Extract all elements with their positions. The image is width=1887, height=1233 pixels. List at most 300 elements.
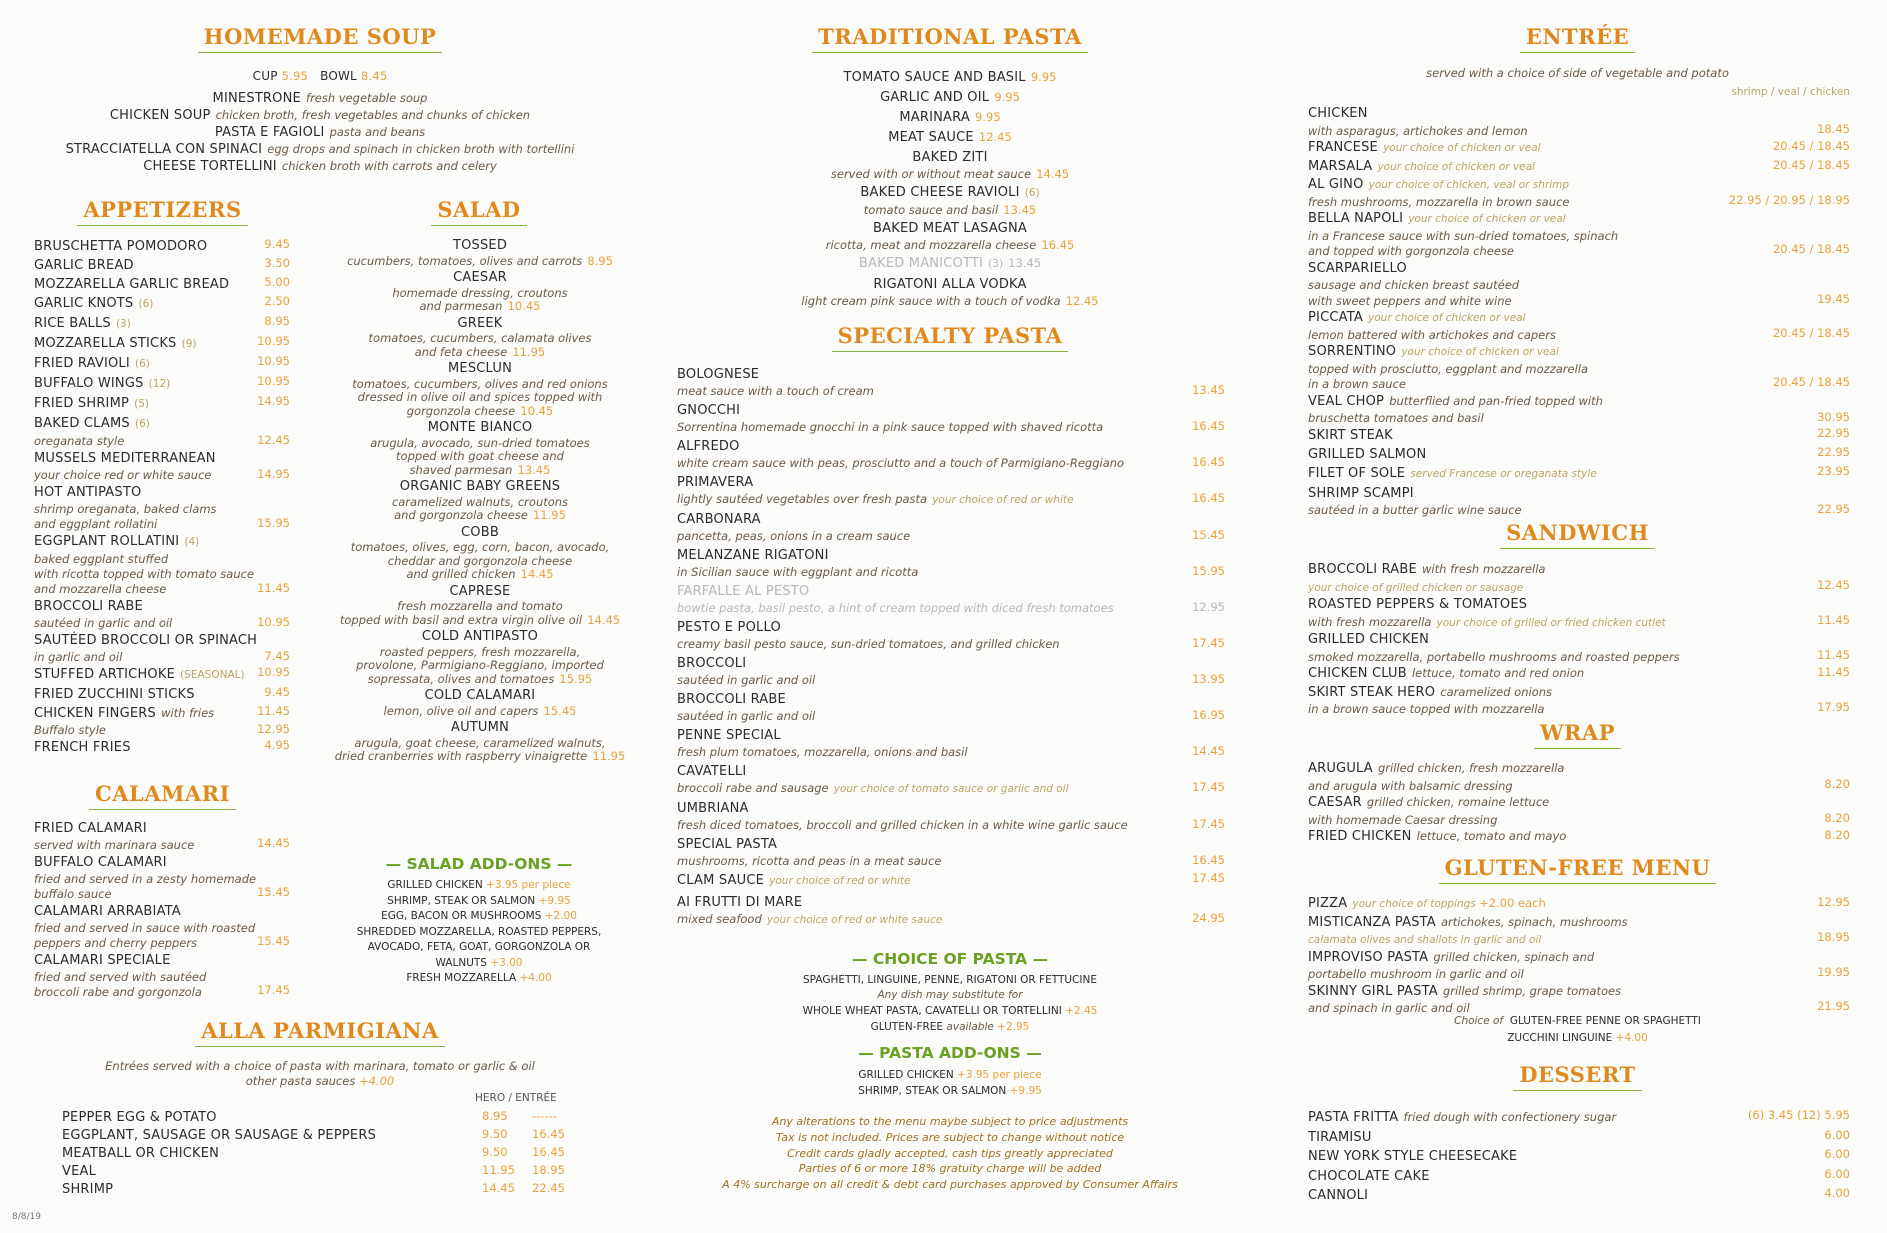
- menu-item: [677, 436, 1225, 470]
- item-desc-line: [330, 540, 630, 554]
- item-desc-line: [34, 722, 290, 737]
- item-price: 6.00: [1824, 1127, 1850, 1142]
- item-desc: tomato sauce and basil: [863, 203, 999, 217]
- item-desc-line: [34, 969, 290, 984]
- item-desc: sautéed in garlic and oil: [677, 673, 816, 687]
- item-name: ALFREDO: [677, 439, 740, 454]
- item-name: CALAMARI ARRABIATA: [34, 904, 181, 919]
- item-line: [1308, 982, 1850, 1001]
- item-name: SAUTÉED BROCCOLI OR SPINACH: [34, 633, 258, 648]
- item-line: [34, 703, 290, 722]
- item-option: your choice of chicken or veal: [1401, 346, 1559, 358]
- item-name: SKIRT STEAK: [1308, 428, 1393, 443]
- item-option: your choice of tomato sauce or garlic and oil: [833, 783, 1069, 795]
- item-count: (6): [1024, 187, 1040, 199]
- item-line: [34, 737, 290, 756]
- item-desc-line: [330, 331, 630, 345]
- entree-list: [1308, 104, 1850, 392]
- parmigiana-row: [62, 1161, 582, 1179]
- menu-item: [34, 448, 290, 482]
- menu-item: [1308, 1146, 1850, 1166]
- item-option: your choice of chicken or veal: [1368, 312, 1526, 324]
- item-name: EGGPLANT, SAUSAGE OR SAUSAGE & PEPPERS: [62, 1128, 377, 1143]
- menu-item: [34, 664, 290, 684]
- item-line: [34, 413, 290, 433]
- item-name: RICE BALLS: [34, 316, 111, 331]
- entree-price: 16.45: [532, 1127, 565, 1141]
- item-desc: fried and served with sautéed: [34, 970, 207, 984]
- item-price: 15.45: [1192, 528, 1225, 542]
- item-price: 11.45: [257, 581, 290, 595]
- item-count: (5): [134, 398, 150, 410]
- soup-item: [20, 156, 620, 173]
- item-name: CARBONARA: [677, 512, 761, 527]
- item-desc: sautéed in a butter garlic wine sauce: [1308, 503, 1522, 517]
- item-desc-line: [677, 744, 1225, 759]
- item-name: MOZZARELLA GARLIC BREAD: [34, 277, 230, 292]
- menu-item: [677, 617, 1225, 651]
- item-name: MARSALA: [1308, 158, 1373, 174]
- item-name: FRIED CALAMARI: [34, 821, 147, 836]
- menu-item: [665, 218, 1235, 252]
- item-price: 20.45 / 18.45: [1772, 375, 1850, 389]
- item-desc: calamata olives and shallots in garlic and oil: [1308, 934, 1542, 946]
- item-line: [1308, 391, 1850, 410]
- item-price: 8.20: [1824, 828, 1850, 842]
- note-line: A 4% surcharge on all credit & debt card purchases approved by Consumer Affairs: [722, 1178, 1178, 1192]
- item-line: [1308, 913, 1850, 932]
- item-desc: cheddar and gorgonzola cheese: [387, 553, 573, 568]
- item-name: CALAMARI SPECIALE: [34, 953, 171, 968]
- menu-item: [1308, 560, 1850, 595]
- item-price: 10.95: [257, 334, 290, 348]
- item-option: your choice of chicken or veal: [1408, 213, 1566, 225]
- item-line: [34, 819, 290, 837]
- menu-item: [34, 293, 290, 313]
- item-desc: sautéed in garlic and oil: [34, 616, 173, 630]
- menu-item: [665, 182, 1235, 217]
- item-name: MELANZANE RIGATONI: [677, 548, 829, 563]
- item-desc-line: [677, 419, 1225, 434]
- item-price: 16.95: [1192, 708, 1225, 722]
- item-desc-line: [677, 817, 1225, 832]
- item-desc-line: [330, 658, 630, 672]
- item-price: 23.95: [1817, 464, 1850, 478]
- item-count: (6): [138, 298, 154, 310]
- item-line: [665, 127, 1235, 146]
- menu-item: [330, 477, 630, 522]
- hero-price: 9.50: [482, 1127, 508, 1141]
- item-desc: fresh vegetable soup: [306, 91, 428, 105]
- menu-item: [1308, 463, 1850, 483]
- item-line: [330, 686, 630, 704]
- item-desc: broccoli rabe and sausage: [677, 781, 829, 795]
- item-desc: chicken broth with carrots and celery: [281, 159, 497, 173]
- menu-item: [330, 236, 630, 267]
- menu-item: [665, 67, 1235, 86]
- addon-line: [338, 925, 620, 941]
- item-name: BROCCOLI RABE: [34, 599, 143, 614]
- item-desc: roasted peppers, fresh mozzarella,: [379, 644, 581, 659]
- item-desc-line: [1308, 812, 1850, 828]
- item-price: 8.20: [1824, 776, 1850, 791]
- item-name: BAKED CLAMS: [34, 416, 130, 431]
- item-line: [665, 218, 1235, 237]
- item-price: 12.95: [257, 722, 290, 736]
- entree-subtitle: served with a choice of side of vegetable and potato: [1426, 66, 1729, 80]
- item-count: (9): [181, 338, 197, 350]
- item-price: 14.45: [1192, 744, 1225, 758]
- item-line: [665, 274, 1235, 293]
- wrap-list: [1308, 759, 1850, 846]
- item-line: [1308, 157, 1850, 176]
- hero-entree-header: HERO / ENTRÉE: [475, 1092, 557, 1104]
- item-price: 9.95: [994, 90, 1020, 104]
- addon-name: GRILLED CHICKEN: [387, 879, 483, 891]
- menu-item: [330, 686, 630, 717]
- menu-item: [1308, 948, 1850, 982]
- item-price: 11.95: [532, 508, 566, 522]
- addon-price: +4.00: [519, 972, 552, 984]
- item-name: ROASTED PEPPERS & TOMATOES: [1308, 597, 1528, 612]
- item-desc: served with marinara sauce: [34, 838, 195, 852]
- item-line: [1308, 827, 1850, 846]
- item-line: [34, 596, 290, 615]
- menu-item: [34, 531, 290, 596]
- item-price: 16.45: [1192, 853, 1225, 867]
- addon-line: [338, 894, 620, 910]
- item-name: CHICKEN CLUB: [1308, 666, 1407, 681]
- item-desc: egg drops and spinach in chicken broth with tortellini: [267, 142, 575, 156]
- item-name: MEAT SAUCE: [888, 130, 974, 145]
- menu-item: [330, 359, 630, 417]
- item-desc: gorgonzola cheese: [406, 403, 516, 418]
- addon-line: [338, 956, 620, 972]
- item-line: [34, 373, 290, 393]
- item-price: 10.95: [257, 615, 290, 629]
- menu-item: [677, 472, 1225, 507]
- item-desc: caramelized onions: [1440, 684, 1552, 699]
- menu-notes: [665, 1114, 1235, 1193]
- addon-line: [338, 878, 620, 894]
- item-desc-line: [665, 166, 1235, 181]
- menu-item: [665, 147, 1235, 181]
- item-desc-line: [1308, 1000, 1850, 1016]
- item-price: 9.95: [975, 110, 1001, 124]
- addon-line: [338, 971, 620, 987]
- menu-item: [1308, 759, 1850, 793]
- menu-item: [1308, 483, 1850, 517]
- item-option: your choice of grilled or fried chicken cutlet: [1436, 616, 1666, 629]
- item-desc: tomatoes, cucumbers, olives and red onions: [352, 376, 608, 391]
- item-desc-line: [677, 911, 1225, 927]
- item-desc-line: [1308, 123, 1850, 139]
- item-price: 12.45: [1817, 577, 1850, 592]
- item-line: [330, 359, 630, 377]
- item-price: 13.95: [1192, 672, 1225, 686]
- item-desc: baked eggplant stuffed: [34, 552, 169, 566]
- item-name: MONTE BIANCO: [427, 420, 533, 435]
- pasta-addons-heading: — PASTA ADD-ONS —: [858, 1044, 1042, 1062]
- item-desc: fried and served in sauce with roasted: [34, 921, 256, 935]
- item-desc: smoked mozzarella, portabello mushrooms and roasted peppers: [1308, 649, 1680, 664]
- item-desc-line: [665, 293, 1235, 308]
- item-name: CHICKEN: [1308, 106, 1368, 121]
- right-column: [1305, 0, 1850, 1233]
- note-line: Tax is not included. Prices are subject to change without notice: [775, 1130, 1125, 1144]
- item-name: ARUGULA: [1308, 761, 1373, 776]
- item-desc-line: [330, 390, 630, 404]
- item-name: FRANCESE: [1308, 140, 1378, 155]
- hero-price: 9.50: [482, 1145, 508, 1159]
- menu-item: [677, 400, 1225, 434]
- entree-price: 16.45: [532, 1145, 565, 1159]
- menu-item: [677, 725, 1225, 759]
- item-price: 8.20: [1824, 810, 1850, 825]
- pasta-addon-2: SHRIMP, STEAK OR SALMON +9.95: [858, 1085, 1042, 1097]
- item-line: [677, 725, 1225, 744]
- item-line: [34, 333, 290, 353]
- menu-item: [34, 482, 290, 531]
- item-line: [1308, 425, 1850, 444]
- addon-price: +3.00: [490, 956, 523, 969]
- item-desc-line: [34, 837, 290, 852]
- item-line: [1308, 894, 1850, 913]
- item-desc: served with or without meat sauce: [830, 167, 1032, 181]
- item-line: [34, 393, 290, 413]
- item-price: 10.45: [507, 299, 541, 313]
- item-price: 8.95: [587, 253, 613, 268]
- item-desc: grilled chicken, spinach and: [1433, 949, 1595, 964]
- item-price: 13.45: [1003, 203, 1037, 217]
- item-price: 13.45: [517, 462, 551, 477]
- item-option: served Francese or oreganata style: [1410, 468, 1597, 480]
- menu-item: [1308, 175, 1850, 209]
- item-line: [34, 313, 290, 333]
- item-name: HOT ANTIPASTO: [34, 485, 142, 500]
- menu-item: [677, 581, 1225, 615]
- addon-price: +2.00: [544, 910, 577, 922]
- item-name: BROCCOLI RABE: [1308, 562, 1417, 577]
- item-desc: and topped with gorgonzola cheese: [1308, 244, 1515, 258]
- item-option: your choice of chicken or veal: [1383, 142, 1541, 154]
- entree-list-2: [1308, 391, 1850, 517]
- addon-name: SHREDDED MOZZARELLA, ROASTED PEPPERS,: [356, 925, 602, 938]
- parmigiana-row: [62, 1107, 582, 1125]
- item-name: SHRIMP: [62, 1182, 114, 1197]
- item-name: AL GINO: [1308, 177, 1364, 192]
- item-price: 8.95: [264, 314, 290, 328]
- item-desc: dressed in olive oil and spices topped with: [357, 390, 603, 404]
- item-name: BAKED ZITI: [912, 150, 988, 165]
- item-name: PEPPER EGG & POTATO: [62, 1110, 217, 1125]
- item-desc-line: [34, 886, 290, 901]
- appetizers-list: [34, 236, 290, 756]
- item-name: FRENCH FRIES: [34, 740, 131, 755]
- item-price: 12.95: [1817, 895, 1850, 909]
- item-line: [330, 627, 630, 645]
- item-name: PENNE SPECIAL: [677, 728, 781, 743]
- item-name: PESTO E POLLO: [677, 620, 781, 635]
- item-desc-line: [677, 455, 1225, 470]
- parmigiana-note: Entrées served with a choice of pasta with marinara, tomato or garlic & oil: [105, 1059, 535, 1073]
- item-name: GARLIC KNOTS: [34, 296, 134, 311]
- menu-item: [34, 373, 290, 393]
- item-option: your choice of red or white: [932, 494, 1074, 506]
- item-price: 6.00: [1824, 1147, 1850, 1161]
- item-desc: and parmesan: [419, 299, 503, 313]
- menu-item: [34, 313, 290, 333]
- item-desc-line: [677, 780, 1225, 796]
- menu-item: [330, 582, 630, 627]
- item-desc: oreganata style: [34, 434, 125, 448]
- soup-item: [20, 88, 620, 105]
- item-line: [677, 400, 1225, 419]
- item-line: [1308, 1127, 1850, 1147]
- item-desc: fresh diced tomatoes, broccoli and grilled chicken in a white wine garlic sauce: [677, 818, 1128, 832]
- item-desc-line: [330, 736, 630, 750]
- addon-name: FRESH MOZZARELLA: [406, 972, 517, 984]
- item-name: PRIMAVERA: [677, 475, 754, 490]
- item-price: 10.95: [257, 665, 290, 679]
- item-desc: fresh mozzarella and tomato: [397, 599, 563, 613]
- item-desc-line: [1308, 410, 1850, 425]
- item-desc-line: [330, 404, 630, 418]
- item-price: 11.95: [592, 749, 626, 763]
- item-desc-line: [1308, 327, 1850, 343]
- item-desc-line: [330, 704, 630, 718]
- item-count: (3): [988, 258, 1004, 270]
- item-desc: peppers and cherry peppers: [34, 936, 198, 950]
- item-name: PASTA FRITTA: [1308, 1110, 1399, 1125]
- menu-item: [1308, 827, 1850, 846]
- item-line: [1308, 209, 1850, 228]
- item-price: 22.95: [1817, 445, 1850, 459]
- menu-item: [34, 236, 290, 255]
- item-desc-line: [34, 984, 290, 999]
- menu-item: [1308, 444, 1850, 463]
- note-line: Parties of 6 or more 18% gratuity charge will be added: [798, 1162, 1102, 1176]
- item-price: 17.45: [257, 983, 290, 997]
- gluten-free-list: [1308, 894, 1850, 1016]
- item-line: [677, 581, 1225, 600]
- menu-item: [330, 268, 630, 313]
- item-count: (6): [135, 358, 150, 370]
- menu-item: [34, 853, 290, 901]
- wrap-heading: WRAP: [1305, 720, 1850, 749]
- item-option: your choice of red or white: [769, 875, 911, 887]
- item-desc-line: [1308, 614, 1850, 631]
- menu-item: [1308, 894, 1850, 913]
- item-desc: Sorrentina homemade gnocchi in a pink sauce topped with shaved ricotta: [677, 420, 1104, 434]
- menu-item: [665, 87, 1235, 106]
- item-option: your choice of chicken, veal or shrimp: [1368, 179, 1570, 191]
- item-price: 13.45: [1008, 256, 1042, 270]
- middle-column: [665, 0, 1235, 1233]
- item-line: [677, 364, 1225, 383]
- item-line: [677, 689, 1225, 708]
- item-line: [1308, 1146, 1850, 1166]
- item-desc: and grilled chicken: [406, 567, 516, 581]
- item-price: 15.45: [257, 885, 290, 899]
- item-name: BAKED MANICOTTI: [858, 256, 984, 271]
- entree-price: 22.45: [532, 1181, 565, 1195]
- menu-item: [1308, 157, 1850, 176]
- parmigiana-note-2: other pasta sauces +4.00: [245, 1074, 395, 1088]
- item-desc-line: [677, 491, 1225, 507]
- item-line: [34, 353, 290, 373]
- item-price: 14.95: [257, 394, 290, 408]
- item-line: [1308, 948, 1850, 967]
- addon-price: +3.95 per piece: [486, 879, 571, 891]
- item-price: 12.45: [978, 130, 1012, 144]
- item-count: (6): [134, 418, 150, 430]
- soup-list: [20, 88, 620, 173]
- item-desc-line: [665, 237, 1235, 252]
- item-desc: sausage and chicken breast sautéed: [1308, 278, 1520, 292]
- item-line: [330, 268, 630, 286]
- item-desc: cucumbers, tomatoes, olives and carrots: [347, 253, 583, 268]
- entree-price: ------: [532, 1109, 557, 1123]
- item-line: [677, 834, 1225, 853]
- gluten-free-heading: GLUTEN-FREE MENU: [1305, 855, 1850, 884]
- item-name: SKINNY GIRL PASTA: [1308, 983, 1438, 999]
- item-name: BROCCOLI: [677, 656, 747, 671]
- item-desc: light cream pink sauce with a touch of vodka: [801, 294, 1061, 308]
- item-desc: lemon, olive oil and capers: [383, 703, 539, 718]
- item-price: 21.95: [1817, 999, 1850, 1013]
- item-price: 11.45: [1817, 647, 1850, 662]
- item-desc: bowtie pasta, basil pesto, a hint of cream topped with diced fresh tomatoes: [677, 601, 1114, 615]
- menu-item: [1308, 308, 1850, 342]
- item-desc: white cream sauce with peas, prosciutto and a touch of Parmigiano-Reggiano: [677, 456, 1125, 470]
- item-count: (4): [184, 536, 200, 548]
- item-name: CAVATELLI: [677, 764, 747, 779]
- item-desc-line: [34, 581, 290, 596]
- menu-item: [34, 684, 290, 703]
- item-desc: ricotta, meat and mozzarella cheese: [825, 238, 1037, 252]
- item-name: MINESTRONE: [212, 91, 301, 106]
- menu-item: [1308, 391, 1850, 425]
- item-name: PICCATA: [1308, 310, 1363, 325]
- item-desc: fresh mushrooms, mozzarella in brown sauce: [1308, 194, 1570, 209]
- pasta-addon-1: GRILLED CHICKEN +3.95 per piece: [858, 1069, 1042, 1081]
- item-name: CLAM SAUCE: [677, 873, 765, 888]
- menu-item: [1308, 595, 1850, 630]
- print-date: 8/8/19: [12, 1212, 41, 1222]
- item-price: 30.95: [1817, 410, 1850, 424]
- item-desc: fresh plum tomatoes, mozzarella, onions and basil: [677, 745, 968, 759]
- menu-item: [677, 761, 1225, 796]
- zucchini-option: ZUCCHINI LINGUINE +4.00: [1507, 1032, 1648, 1044]
- item-line: [1308, 683, 1850, 702]
- salad-heading: SALAD: [318, 197, 640, 226]
- item-line: [1308, 664, 1850, 683]
- menu-item: [665, 274, 1235, 308]
- item-line: [330, 718, 630, 736]
- item-name: RIGATONI ALLA VODKA: [873, 277, 1027, 292]
- sandwich-list: [1308, 560, 1850, 717]
- item-option: your choice of red or white sauce: [766, 914, 943, 926]
- item-price: 20.45 / 18.45: [1772, 325, 1850, 340]
- item-option: your choice of chicken or veal: [1377, 160, 1535, 173]
- item-line: [665, 253, 1235, 273]
- item-desc-line: [330, 254, 630, 268]
- menu-item: [1308, 259, 1850, 309]
- item-line: [677, 653, 1225, 672]
- menu-item: [34, 951, 290, 999]
- item-name: STRACCIATELLA CON SPINACI: [65, 142, 263, 157]
